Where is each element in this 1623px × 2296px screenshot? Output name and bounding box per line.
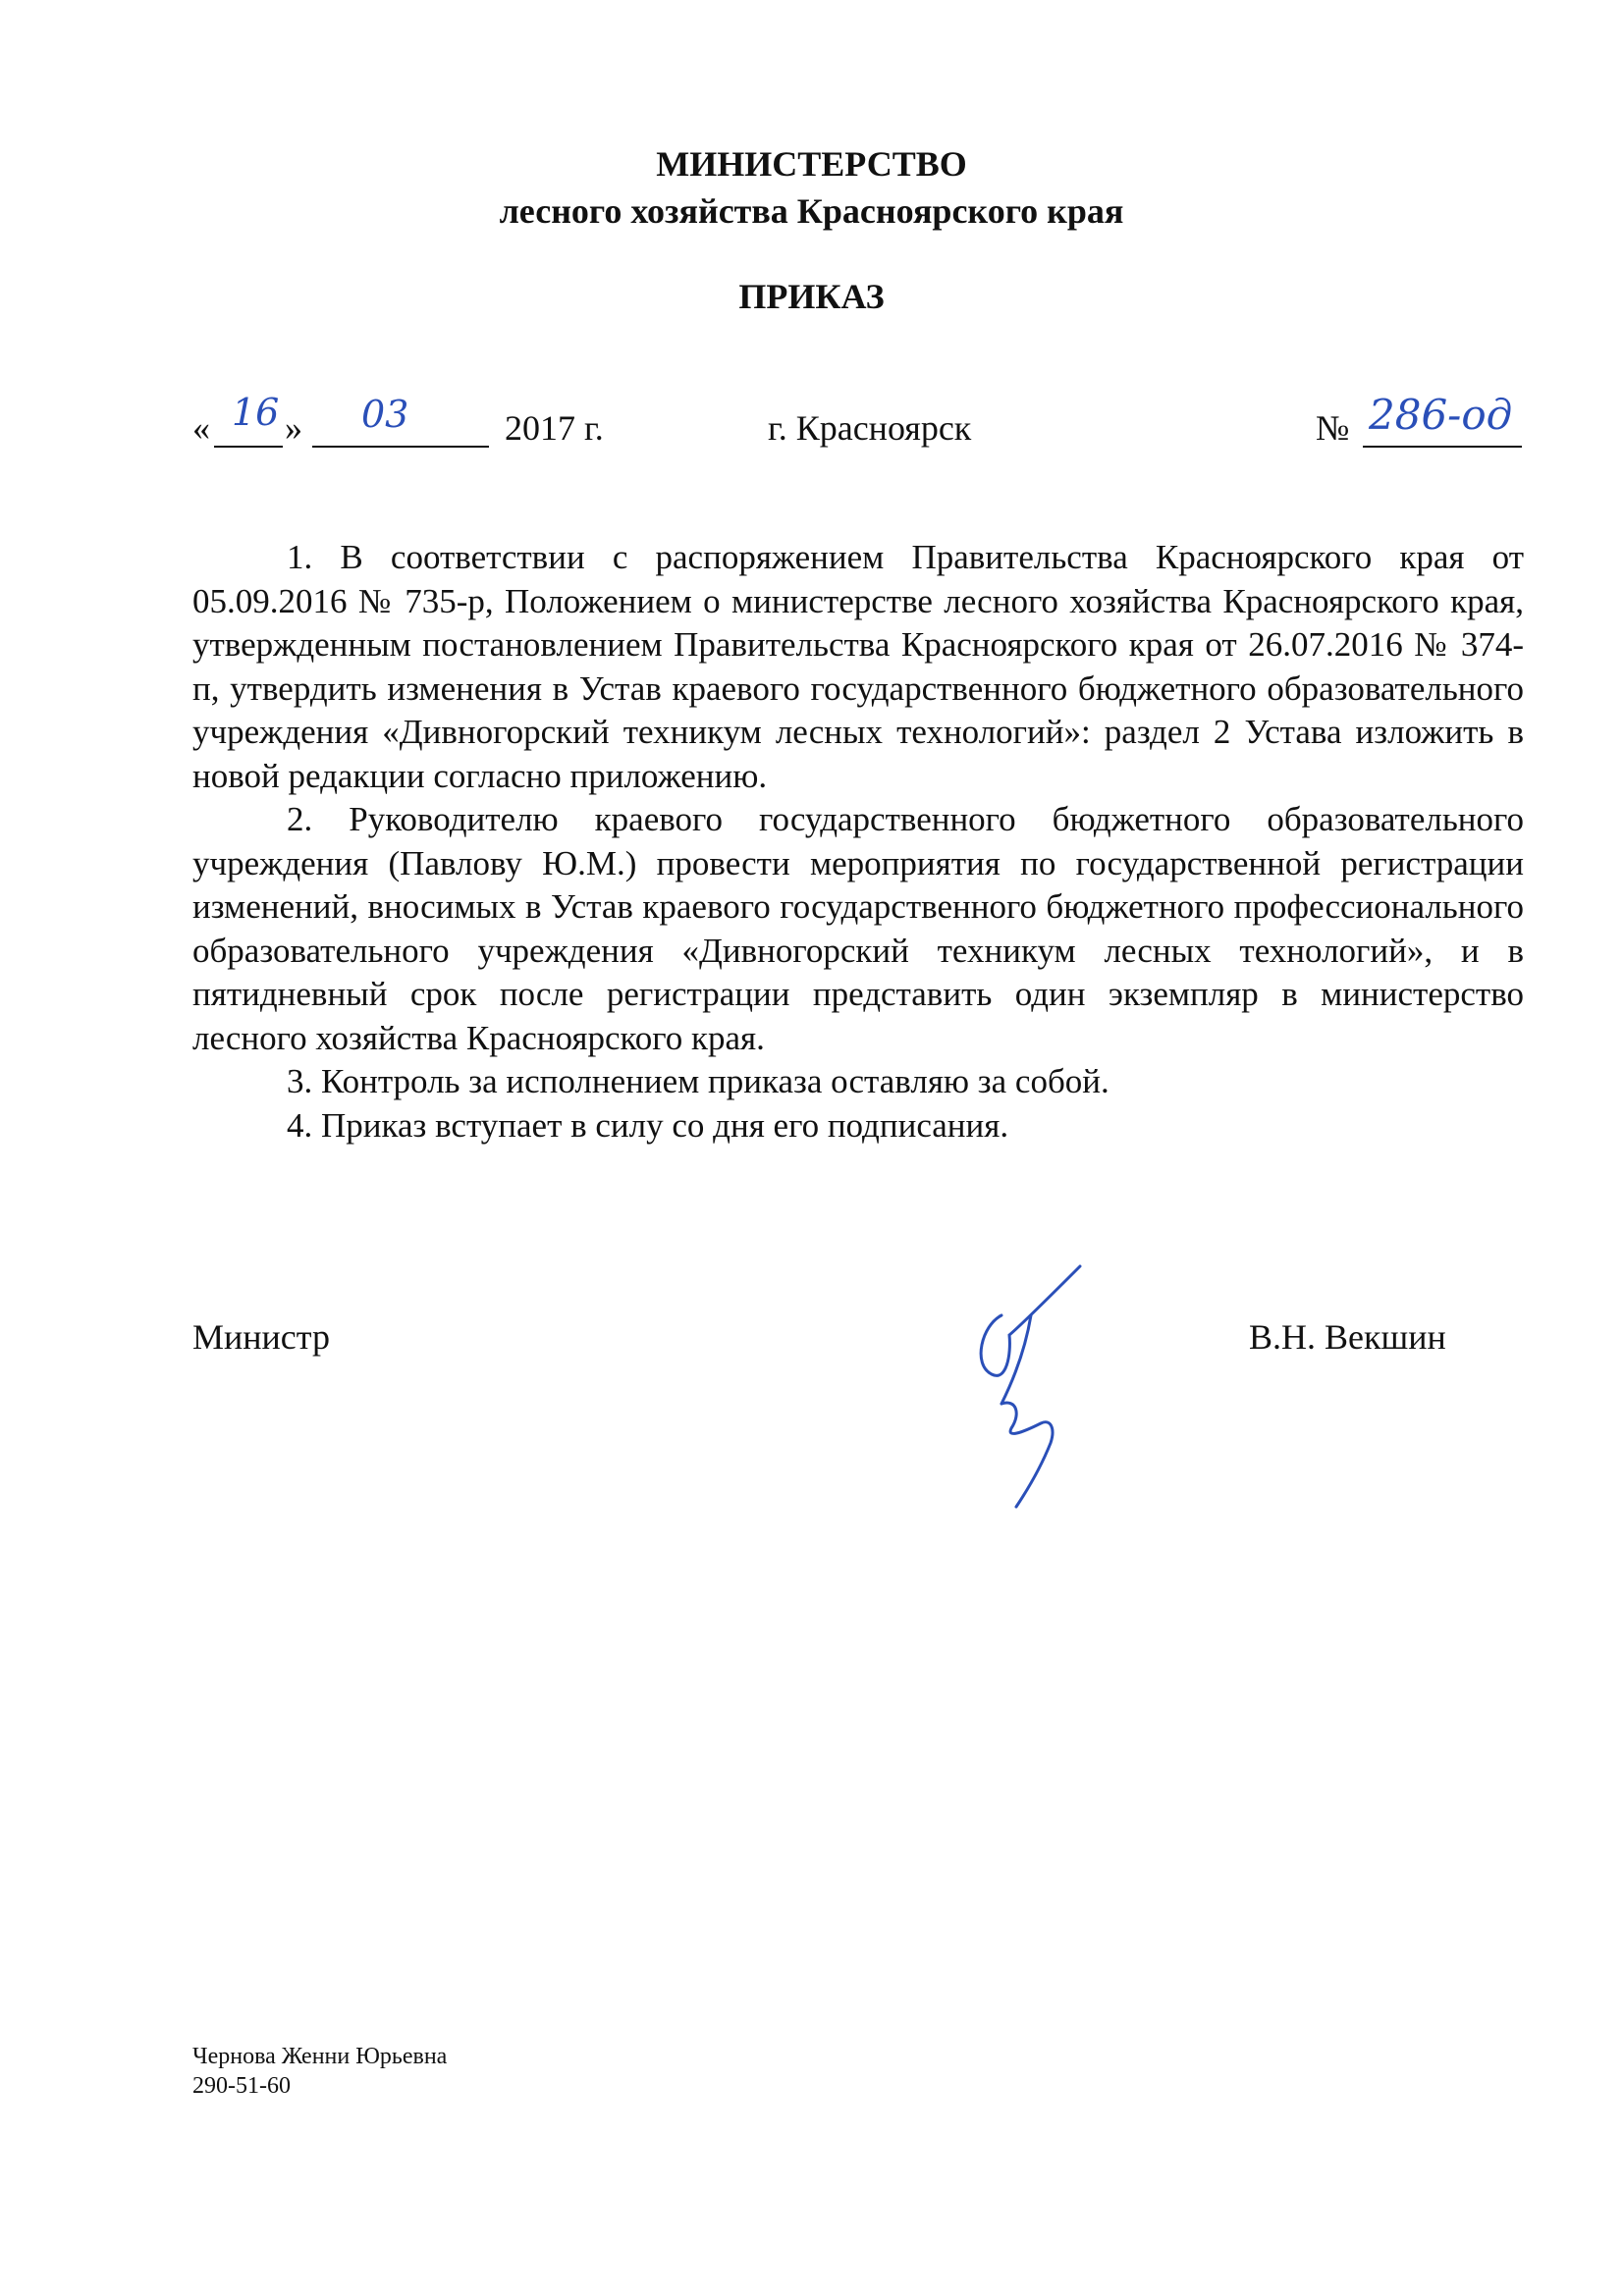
- quote-close: »: [285, 408, 302, 448]
- executor-name: Чернова Женни Юрьевна: [192, 2044, 448, 2069]
- city-text: г. Красноярск: [768, 408, 972, 448]
- ministry-subtitle: лесного хозяйства Красноярского края: [499, 191, 1124, 231]
- year-text: 2017 г.: [505, 408, 604, 448]
- number-sign: №: [1316, 408, 1350, 448]
- executor-footer: [192, 2042, 447, 2101]
- handwritten-month: 03: [361, 393, 409, 436]
- quote-open: «: [192, 408, 210, 448]
- handwritten-day: 16: [232, 391, 280, 434]
- signatory-title: Министр: [192, 1317, 330, 1357]
- order-paragraph-1: 1. В соответствии с распоряжением Правительства Красноярского края от 05.09.2016 № 735-р, Положением о министерстве лесного хозяйства Красноярского края, утвержденным постановлением Правительства Красноярского края от 26.07.2016 № 374-п, утвердить изменения в Устав краевого государственного бюджетного образовательного учреждения «Дивногорский техникум лесных технологий»: раздел 2 Устава изложить в новой редакции согласно приложению.: [192, 538, 1524, 795]
- handwritten-signature-icon: [962, 1256, 1100, 1512]
- handwritten-order-number: 286-од: [1369, 391, 1513, 439]
- ministry-heading: МИНИСТЕРСТВО: [656, 144, 967, 184]
- signatory-name: В.Н. Векшин: [1249, 1317, 1446, 1357]
- order-paragraph-2: 2. Руководителю краевого государственного бюджетного образовательного учреждения (Павлову Ю.М.) провести мероприятия по государственной регистрации изменений, вносимых в Устав краевого государственного бюджетного профессионального образовательного учреждения «Дивногорский техникум лесных технологий», и в пятидневный срок после регистрации представить один экземпляр в министерство лесного хозяйства Красноярского края.: [192, 800, 1524, 1057]
- order-paragraph-3: 3. Контроль за исполнением приказа оставляю за собой.: [287, 1062, 1109, 1100]
- order-paragraph-4: 4. Приказ вступает в силу со дня его подписания.: [287, 1105, 1009, 1145]
- executor-phone: 290-51-60: [192, 2073, 291, 2099]
- order-body: [192, 536, 1524, 1148]
- document-type-heading: ПРИКАЗ: [738, 277, 885, 316]
